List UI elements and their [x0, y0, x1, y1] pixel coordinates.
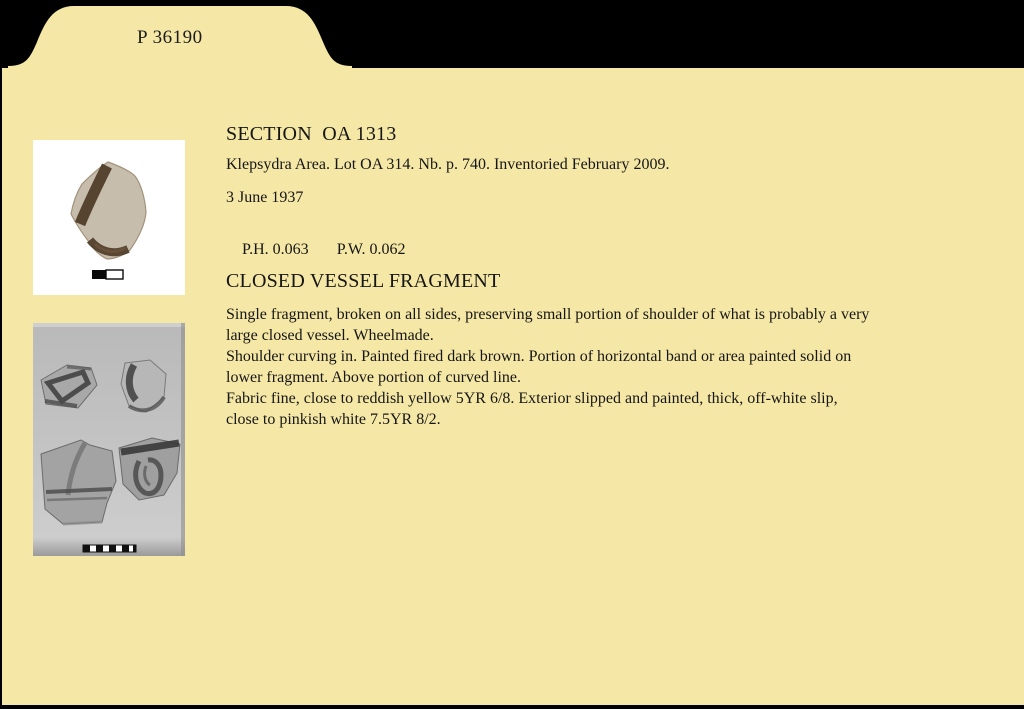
- section-title: SECTION OA 1313: [226, 123, 397, 145]
- inventory-line: Klepsydra Area. Lot OA 314. Nb. p. 740. Inventoried February 2009.: [226, 156, 670, 173]
- fragment-bottom-left: [41, 440, 116, 524]
- description-line: Shoulder curving in. Painted fired dark brown. Portion of horizontal band or area painted solid on: [226, 348, 852, 365]
- description-line: large closed vessel. Wheelmade.: [226, 327, 434, 344]
- description-line: lower fragment. Above portion of curved line.: [226, 369, 522, 386]
- description-line: Single fragment, broken on all sides, preserving small portion of shoulder of what is probably a very: [226, 306, 870, 323]
- date-line: 3 June 1937: [226, 189, 304, 206]
- color-photo-of-sherd: [33, 140, 185, 295]
- photo-background: [33, 323, 185, 556]
- tab-accession-number: P 36190: [137, 27, 203, 48]
- preserved-height: P.H. 0.063: [242, 241, 309, 258]
- scale-bar-black: [92, 270, 106, 279]
- description-line: close to pinkish white 7.5YR 8/2.: [226, 411, 441, 428]
- object-title: CLOSED VESSEL FRAGMENT: [226, 270, 501, 292]
- scale-bar-checkered: [83, 545, 136, 552]
- scale-bar-white: [106, 270, 123, 279]
- catalog-card: [2, 68, 1024, 705]
- preserved-width: P.W. 0.062: [336, 241, 406, 258]
- object-description: [226, 304, 869, 430]
- description-line: Fabric fine, close to reddish yellow 5YR 6/8. Exterior slipped and painted, thick, off-white slip,: [226, 390, 838, 407]
- bw-photo-of-fragments: [33, 323, 185, 556]
